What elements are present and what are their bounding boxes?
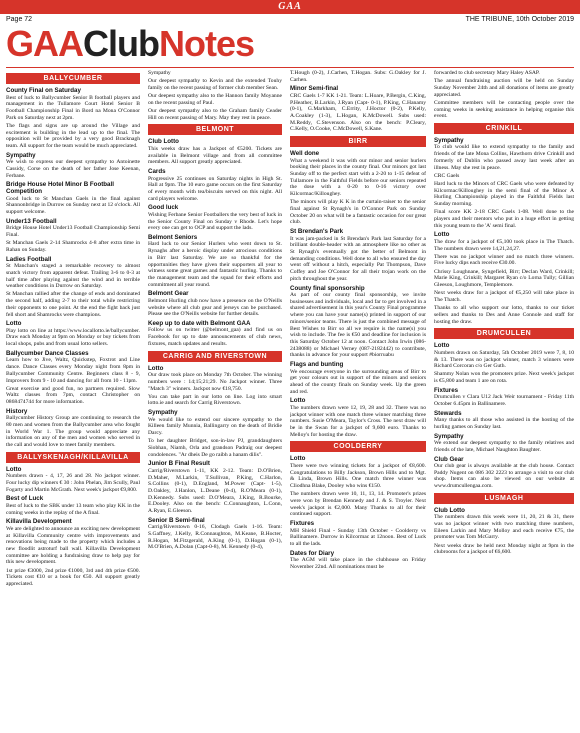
section-band: CRINKILL — [434, 123, 574, 134]
item-paragraph: Wishing Ferbane Senior Footballers the very best of luck in the Senior County Final on Sunday v Rhode. Let's hope every one can get to OCP and support the lads. — [148, 211, 282, 232]
item-paragraph: We encourage everyone in the surrounding areas of Birr to get your colours out in support of the minors and seniors ahead of the county finals on Sunday week. Up the green and red. — [290, 368, 426, 395]
item-paragraph: Committee members will be contacting people over the coming weeks in seeking assistance in helping organise this event. — [434, 99, 574, 120]
item-paragraph: Drumcullen v Clara U12 Jack Weir tournament - Friday 11th October 6.45pm in Ballinamere. — [434, 394, 574, 408]
item-heading: Cards — [148, 168, 166, 176]
item-paragraph: St Manchan rallied after the change of ends and dominated the second half, adding 2-7 to their total while restricting their opponents to one point. At the end the fight back just fell short and Shamrocks were champions. — [6, 291, 140, 318]
item-heading: Fixtures — [290, 520, 315, 528]
section-band: CARRIG AND RIVERSTOWN — [148, 351, 282, 362]
item-heading: Ladies Football — [6, 255, 52, 263]
section-label: GAA — [278, 1, 302, 12]
item-heading: Minor Semi-final — [290, 85, 339, 93]
section-band: DRUMCULLEN — [434, 328, 574, 339]
item-paragraph: Our deepest sympathy also to the Graham family Ceader Hill on recent passing of Mary. May they rest in peace. — [148, 108, 282, 121]
item-heading: Ballycumber Dance Classes — [6, 349, 89, 357]
item-paragraph: The AGM will take place in the clubhouse on Friday November 22nd. All nominations must be — [290, 557, 426, 570]
item-paragraph: You can take part in our lotto on line. Log into smart lotto.ie and search for Carrig Riverstown. — [148, 393, 282, 407]
item-paragraph: CRC Gaels — [434, 172, 460, 179]
item-paragraph: To her daughter Bridget, son-in-law PJ, granddaughters Siobhan, Niamh, Orla and grandson Padraig our deepest condolences. "Ar dheis De go raibh a hanam dilis". — [148, 438, 282, 458]
item-heading: Lotto — [148, 364, 164, 372]
item-paragraph: MH Shield Final - Sunday 13th October - Coolderry vs Ballinamere. Durrow in Kilcormac at 12noon. Best of Luck to all the lads. — [290, 527, 426, 547]
section-band: BIRR — [290, 136, 426, 147]
section-band: BELMONT — [148, 124, 282, 135]
section-bar — [0, 0, 580, 14]
item-paragraph: The numbers drawn this week were 11, 20, 21 & 31, there was no jackpot winner with two matching three numbers, Eileen Larkin and Mary Molloy and each receive €75, the promoter was Tom McGarry. — [434, 514, 574, 541]
item-heading: Senior B Semi-final — [148, 516, 205, 524]
item-paragraph: To club would like to extend sympathy to the family and friends of the late Mona Collins, Hawthorn drive Crinkill and formerly of Dublin who passed away last week after an illness. May she rest in peace. — [434, 144, 574, 171]
section-band: COOLDERRY — [290, 441, 426, 452]
item-paragraph: Numbers drawn on Saturday, 5th October 2019 were 7, 8, 10 & 13. There was no jackpot winner, match 3 winners were Richard Corcoran c/o Ger Guth. — [434, 349, 574, 370]
item-heading: County final sponsorship — [290, 284, 365, 292]
item-paragraph: We are delighted to announce an exciting new development at Killavilla Community centre with improvements and renovations being made to the property which includes a new floodlit astroturf ball wall. Killavilla Development committee are holding a fundraising draw to help pay for this new development. — [6, 525, 140, 566]
item-paragraph: The annual fundraising auction will be held on Sunday Sunday November 24th and all donations of items are greatly appreciated. — [434, 78, 574, 98]
item-heading: Lotto — [6, 320, 22, 328]
item-paragraph: CRC Gaels 1-7 KK 1-21. Team: L.Hoare, P.Bergin, C.King, P.Heather, B.Larkin, J.Ryan (Capt- 0-1), P.King, C.Hanamy (0-1), G.Markham, C.Errity, J.Hoctor (0-2), P.Kelly, A.Coakley (1-3), L.Hogan, K.McDowell. Subs used: M.Reddy, C.Stevenson. Also on the bench: P.Cleary, C.Kelly, O.Cooke, C.McDowell, S.Kane. — [290, 92, 426, 133]
item-heading: History — [6, 407, 28, 415]
item-paragraph: St Manchan's staged a remarkable recovery to almost snatch victory from apparent defeat. Trailing 3-6 to 0-3 at half time after playing against the wind and in terrible weather conditions in Durrow on Saturday. — [6, 263, 140, 290]
item-heading: Best of Luck — [6, 495, 44, 503]
item-heading: Belmont Gear — [148, 290, 189, 298]
item-paragraph: Our deepest sympathy also to the Hannon family Moyanne on the recent passing of Paul. — [148, 93, 282, 106]
item-paragraph: The minors will play K K in the curtain-raiser to the senior final against St Rynagh's in O'Connor Park on Sunday October 20 on what will be a fantastic occasion for our great club. — [290, 199, 426, 226]
item-heading: Junior B Final Result — [148, 460, 210, 468]
item-paragraph: Follow us on twitter (@belmont_gaa) and find us on Facebook for up to date announcements of club news, fixtures, match updates and results. — [148, 327, 282, 347]
item-heading: Lotto — [290, 455, 306, 463]
item-paragraph: We would like to extend our sincere sympathy to the Killeen family Munnia, Ballingarry on the death of Bridie Darcy. — [148, 416, 282, 437]
item-paragraph: St Manchan Gaels 2-14 Shamrocks 4-8 after extra time in Rahan on Sunday. — [6, 240, 140, 253]
item-paragraph: Final score KK 2-18 CRC Gaels 1-08. Well done to the players and their mentors who put in a huge effort in getting this young team to the 'A' semi final. — [434, 209, 574, 229]
item-heading: Sympathy — [148, 409, 178, 417]
item-paragraph: Our draw took place on Monday 7th October. The winning numbers were : 14;15;21;29. No Jackpot winner. Three "Match 3" winners. Jackpot now €18,750. — [148, 372, 282, 392]
item-paragraph: Our deepest sympathy to Kevin and the extended Touhy family on the recent passing of former club member Sean. — [148, 78, 282, 91]
item-paragraph: Sympathy — [148, 70, 171, 76]
item-paragraph: Good luck to St Manchan Gaels in the final against Shannonbridge in Durrow on Sunday next at 12 o'clock. All support welcome. — [6, 195, 140, 216]
column-4 — [434, 70, 574, 730]
item-paragraph: Our club gear is always available at the club house. Contact Paddy Nugent on 086 302 2223 to arrange a visit to our club shop. Items can also be viewed on our website at www.drumcullengaa.com. — [434, 463, 574, 490]
item-paragraph: Hard luck to the Minors of CRC Gaels who were defeated by Kilcormac/Killoughey in the semi final of the Minor A Hurling Championship played in the Faithful Fields last Sunday morning. — [434, 180, 574, 208]
item-paragraph: Bridge House Hotel Under13 Football Championship Semi Final. — [6, 225, 140, 239]
item-paragraph: Great exercise and good fun, no partners required. Slow Waltz classes from 7pm, contact Christopher on 0868474744 for more information. — [6, 385, 140, 406]
item-paragraph: It was jam-packed in St Brendan's Park last Saturday for a brilliant double-header with an atmosphere like no other as St Rynagh's eventually got the better of Belmont in demanding conditions. Well done to all who ensured the day went off without a hitch, especially Pat Thompson, Dave Coffey and Joe O'Connor for all their trojan work on the pitch throughout the year. — [290, 235, 426, 282]
item-paragraph: The draw for a jackpot of €5,100 took place in The Thatch. The numbers drawn were 14,21,24,27. — [434, 238, 574, 252]
item-heading: Belmont Seniors — [148, 233, 198, 241]
section-band: LUSMAGH — [434, 493, 574, 504]
item-paragraph: forwarded to club secretary Mary Haley ASAP. — [434, 70, 540, 76]
item-paragraph: Ballycumber History Group are continuing to research the 80 men and women from the Ballycumber area who fought in World War 1. The group would appreciate any information on any of the men and women who served in the call and would love to meet family members. — [6, 415, 140, 449]
item-paragraph: Hard luck to our Senior Hurlers who went down to St. Rynaghs after a heroic display under atrocious conditions in Birr last Saturday. We are so thankful for the opportunities they have given their supporters all year to witness some great games and fantastic hurling. Thanks to the management team and the squad for their efforts and commitment all year round. — [148, 241, 282, 288]
item-paragraph: This weeks draw has a Jackpot of €5200. Tickets are available in Belmont village and from all committee members. All support greatly appreciated. — [148, 145, 282, 166]
item-heading: Under13 Football — [6, 217, 57, 225]
section-band: BALLYCUMBER — [6, 73, 140, 84]
item-heading: Dates for Diary — [290, 549, 335, 557]
item-paragraph: Play lotto on line at https://www.locallotto.ie/ballycumber. Draw each Monday at 9pm on Monday or buy tickets from local shops, pubs and from usual lotto sellers. — [6, 327, 140, 348]
item-heading: Good luck — [148, 204, 179, 212]
item-paragraph: Progressive 25 continues on Saturday nights in High St. Hall at 9pm. The 10 euro game occurs on the first Saturday of every month with tea/biscuits served on this night. All card players welcome. — [148, 175, 282, 202]
masthead-club: Club — [83, 23, 159, 64]
column-3 — [290, 70, 426, 730]
item-heading: Lotto — [434, 342, 450, 350]
item-paragraph: T.Hough (0-2), J.Carhen, T.Hogan. Subs: G.Oakley for J. Carhen. — [290, 70, 426, 83]
item-paragraph: Next weeks draw be held next Monday night at 9pm in the clubrooms for a jackpot of €6,600. — [434, 542, 574, 556]
item-paragraph: Carrig/Riverstown 1-11, KK 2-12. Team: D.O'Brien, D.Maher, M.Larkin, T.Sullivan, P.King, C.Harlon, S.Collins (0-1), D.England, M.Power (Capt- 1-5), D.Oakley, J.Hanlon, L.Deane (0-4), R.O'Meara (0-1), D.Kennedy. Subs used: D.O'Meara, J.King, R.Bourke, E.Dooley. Also on the bench: C.Connaughton, L.Conn, A.Ryan, E.Gleeson. — [148, 467, 282, 515]
item-heading: Club Gear — [434, 455, 464, 463]
column-2 — [148, 70, 282, 730]
column-1 — [6, 70, 140, 730]
item-paragraph: Best of luck to Ballycumber Senior B football players and management in the Tullamore Court Hotel Senior B Football Championship Final in Bord na Mona O'Connor Park on Saturday next at 2pm. — [6, 94, 140, 121]
item-heading: Sympathy — [434, 432, 464, 440]
masthead — [6, 24, 254, 64]
publication-date: THE TRIBUNE, 10th October 2019 — [465, 16, 574, 23]
item-heading: Club Lotto — [434, 506, 465, 514]
item-heading: Fixtures — [434, 386, 459, 394]
item-paragraph: We extend our deepest sympathy to the family relatives and friends of the late, Michael Naughton Baughter. — [434, 440, 574, 453]
item-paragraph: There was no jackpot winner and no match three winners. Five lucky dips each receive €30.00. — [434, 253, 574, 267]
section-band: BALLYSKENAGH/KILLAVILLA — [6, 452, 140, 463]
item-paragraph: Best of luck to the SBK under 13 team who play KK in the coming weeks in the replay of the A final. — [6, 502, 140, 516]
item-paragraph: Numbers drawn - 4, 17, 26 and 28. No jackpot winner. Four lucky dip winners € 30 : John Phelan, Jim Scully, Paul Fogarty and Martin McGrath. Next week's jackpot €9,800. — [6, 473, 140, 493]
item-paragraph: Carrig/Riverstown 0-16, Clodagh Gaels 1-16. Team: S.Gaffney, J.Kelly, R.Connaughton, M.Keane, B.Hocter, R.Hogan, M.Fitzgerald, A.King (0-1), D.Hogan (0-1), M.O'Brien, A.Dolan (Capt-0-8), M. Kennedy (0-4), — [148, 524, 282, 551]
item-paragraph: The flags and signs are up around the Village and excitement is building in the lead up to the final. The opposition will be provided by a very good Bracknagh team. All support for the team would be much appreciated. — [6, 122, 140, 149]
masthead-gaa: GAA — [6, 23, 83, 64]
item-heading: Well done — [290, 150, 320, 158]
item-heading: Flags and bunting — [290, 361, 344, 369]
item-heading: Club Lotto — [148, 138, 179, 146]
item-paragraph: Thanks to all who support our lotto, thanks to our ticket sellers and thanks to Des and Anne Connole and staff for hosting the draw. — [434, 305, 574, 325]
item-paragraph: 1st prize €3000, 2nd prize €1000, 3rd and 4th prize €500. Tickets cost €10 or a book for €50. All support greatly appreciated. — [6, 567, 140, 587]
item-paragraph: Many thanks to all those who assisted in the hosting of the hurling games on Sunday last. — [434, 417, 574, 430]
item-heading: Killavilla Development — [6, 518, 72, 526]
item-heading: Keep up to date with Belmont GAA — [148, 319, 251, 327]
item-paragraph: Shammy Nolan won the promoters prize. Next week's jackpot is €5,800 and team 1 are on rota. — [434, 371, 574, 385]
item-paragraph: As part of our county final sponsorship, we invite businesses and individuals, local and far to get involved in a shared advertisement in this year's County Final programme where you can have your name(s) printed in support of our minors/senior teams. There is just the combined message of Best Wishes to Birr so all we require is the name(s) you wish to include. The fee is €50 and deadline for inclusion is this Saturday October 12 at noon. Contact John Irwin (086-2438088) or Michael Verney (087-2182442) to contribute, thanks in advance for your support #biorruabu — [290, 292, 426, 359]
item-heading: Lotto — [6, 465, 22, 473]
item-heading: Lotto — [434, 231, 450, 239]
item-paragraph: The numbers drawn were 12, 19, 28 and 32. There was no jackpot winner with one match three winner matching three numbers. Susie O'Meara, Taylor's Cross. The next draw will be in the Swan for a jackpot of 9,600 euro. Thanks to Melloy's for hosting the draw. — [290, 404, 426, 438]
item-heading: Sympathy — [6, 151, 36, 159]
item-paragraph: There were two winning tickets for a jackpot of €8,600. Congratulations to Billy Jackson, Brown Hills and to Mgt. & Linda, Brown Hills. One match three winner was Cliodhna Blake, Dooley who wins €150. — [290, 462, 426, 490]
masthead-notes: Notes — [158, 23, 255, 64]
item-paragraph: Learn how to Jive, Waltz, Quickstep, Foxtrot and Line dance. Dance Classes every Monday night from 8pm in Ballycumber Community Centre. Beginners class 8 - 9, Improvers from 9 - 10 and dancing for all from 10 - 11pm. — [6, 357, 140, 384]
item-heading: County Final on Saturday — [6, 87, 81, 94]
item-heading: Lotto — [290, 397, 306, 405]
item-paragraph: Chrissy Loughnane, Syngefield, Birr; Declan Ward, Crinkill; Marie King, Crinkill; Margaret Ryan c/o Lorna Tully; Gillian Gleeson, Loughmore, Templemore. — [434, 268, 574, 289]
item-paragraph: Next weeks draw for a jackpot of €5,250 will take place in The Thatch. — [434, 290, 574, 303]
item-paragraph: What a weekend it was with our minor and senior hurlers booking their places in the county final. Our minors got last Sunday off to the perfect start with a 2-20 to 1-15 defeat of Tullamore in the Faithful Fields before our seniors repeated the dose with a 0-20 to 0-16 victory over Kilcormac/Killoughey. — [290, 157, 426, 198]
item-heading: Sympathy — [434, 136, 464, 144]
item-heading: Bridge House Hotel Minor B Football Competition — [6, 181, 114, 196]
page-number: Page 72 — [6, 16, 33, 23]
masthead-rule — [6, 67, 574, 68]
item-heading: Stewards — [434, 409, 462, 417]
item-heading: St Brendan's Park — [290, 228, 344, 236]
item-paragraph: Belmont Hurling club now have a presence on the O'Neills website where all club gear and jerseys can be purchased. Please see the O'Neills website for further details. — [148, 297, 282, 318]
item-paragraph: The numbers drawn were 10, 11, 13, 14. Promoter's prizes were won by Brendan Kennedy and J. & S. Troyler. Next week's jackpot is €2,000. Many Thanks to all for their continued support. — [290, 491, 426, 518]
item-paragraph: We wish to express our deepest sympathy to Antoinette Cassidy, Corse on the death of her father Jose Keenan, Ferbane. — [6, 159, 140, 179]
